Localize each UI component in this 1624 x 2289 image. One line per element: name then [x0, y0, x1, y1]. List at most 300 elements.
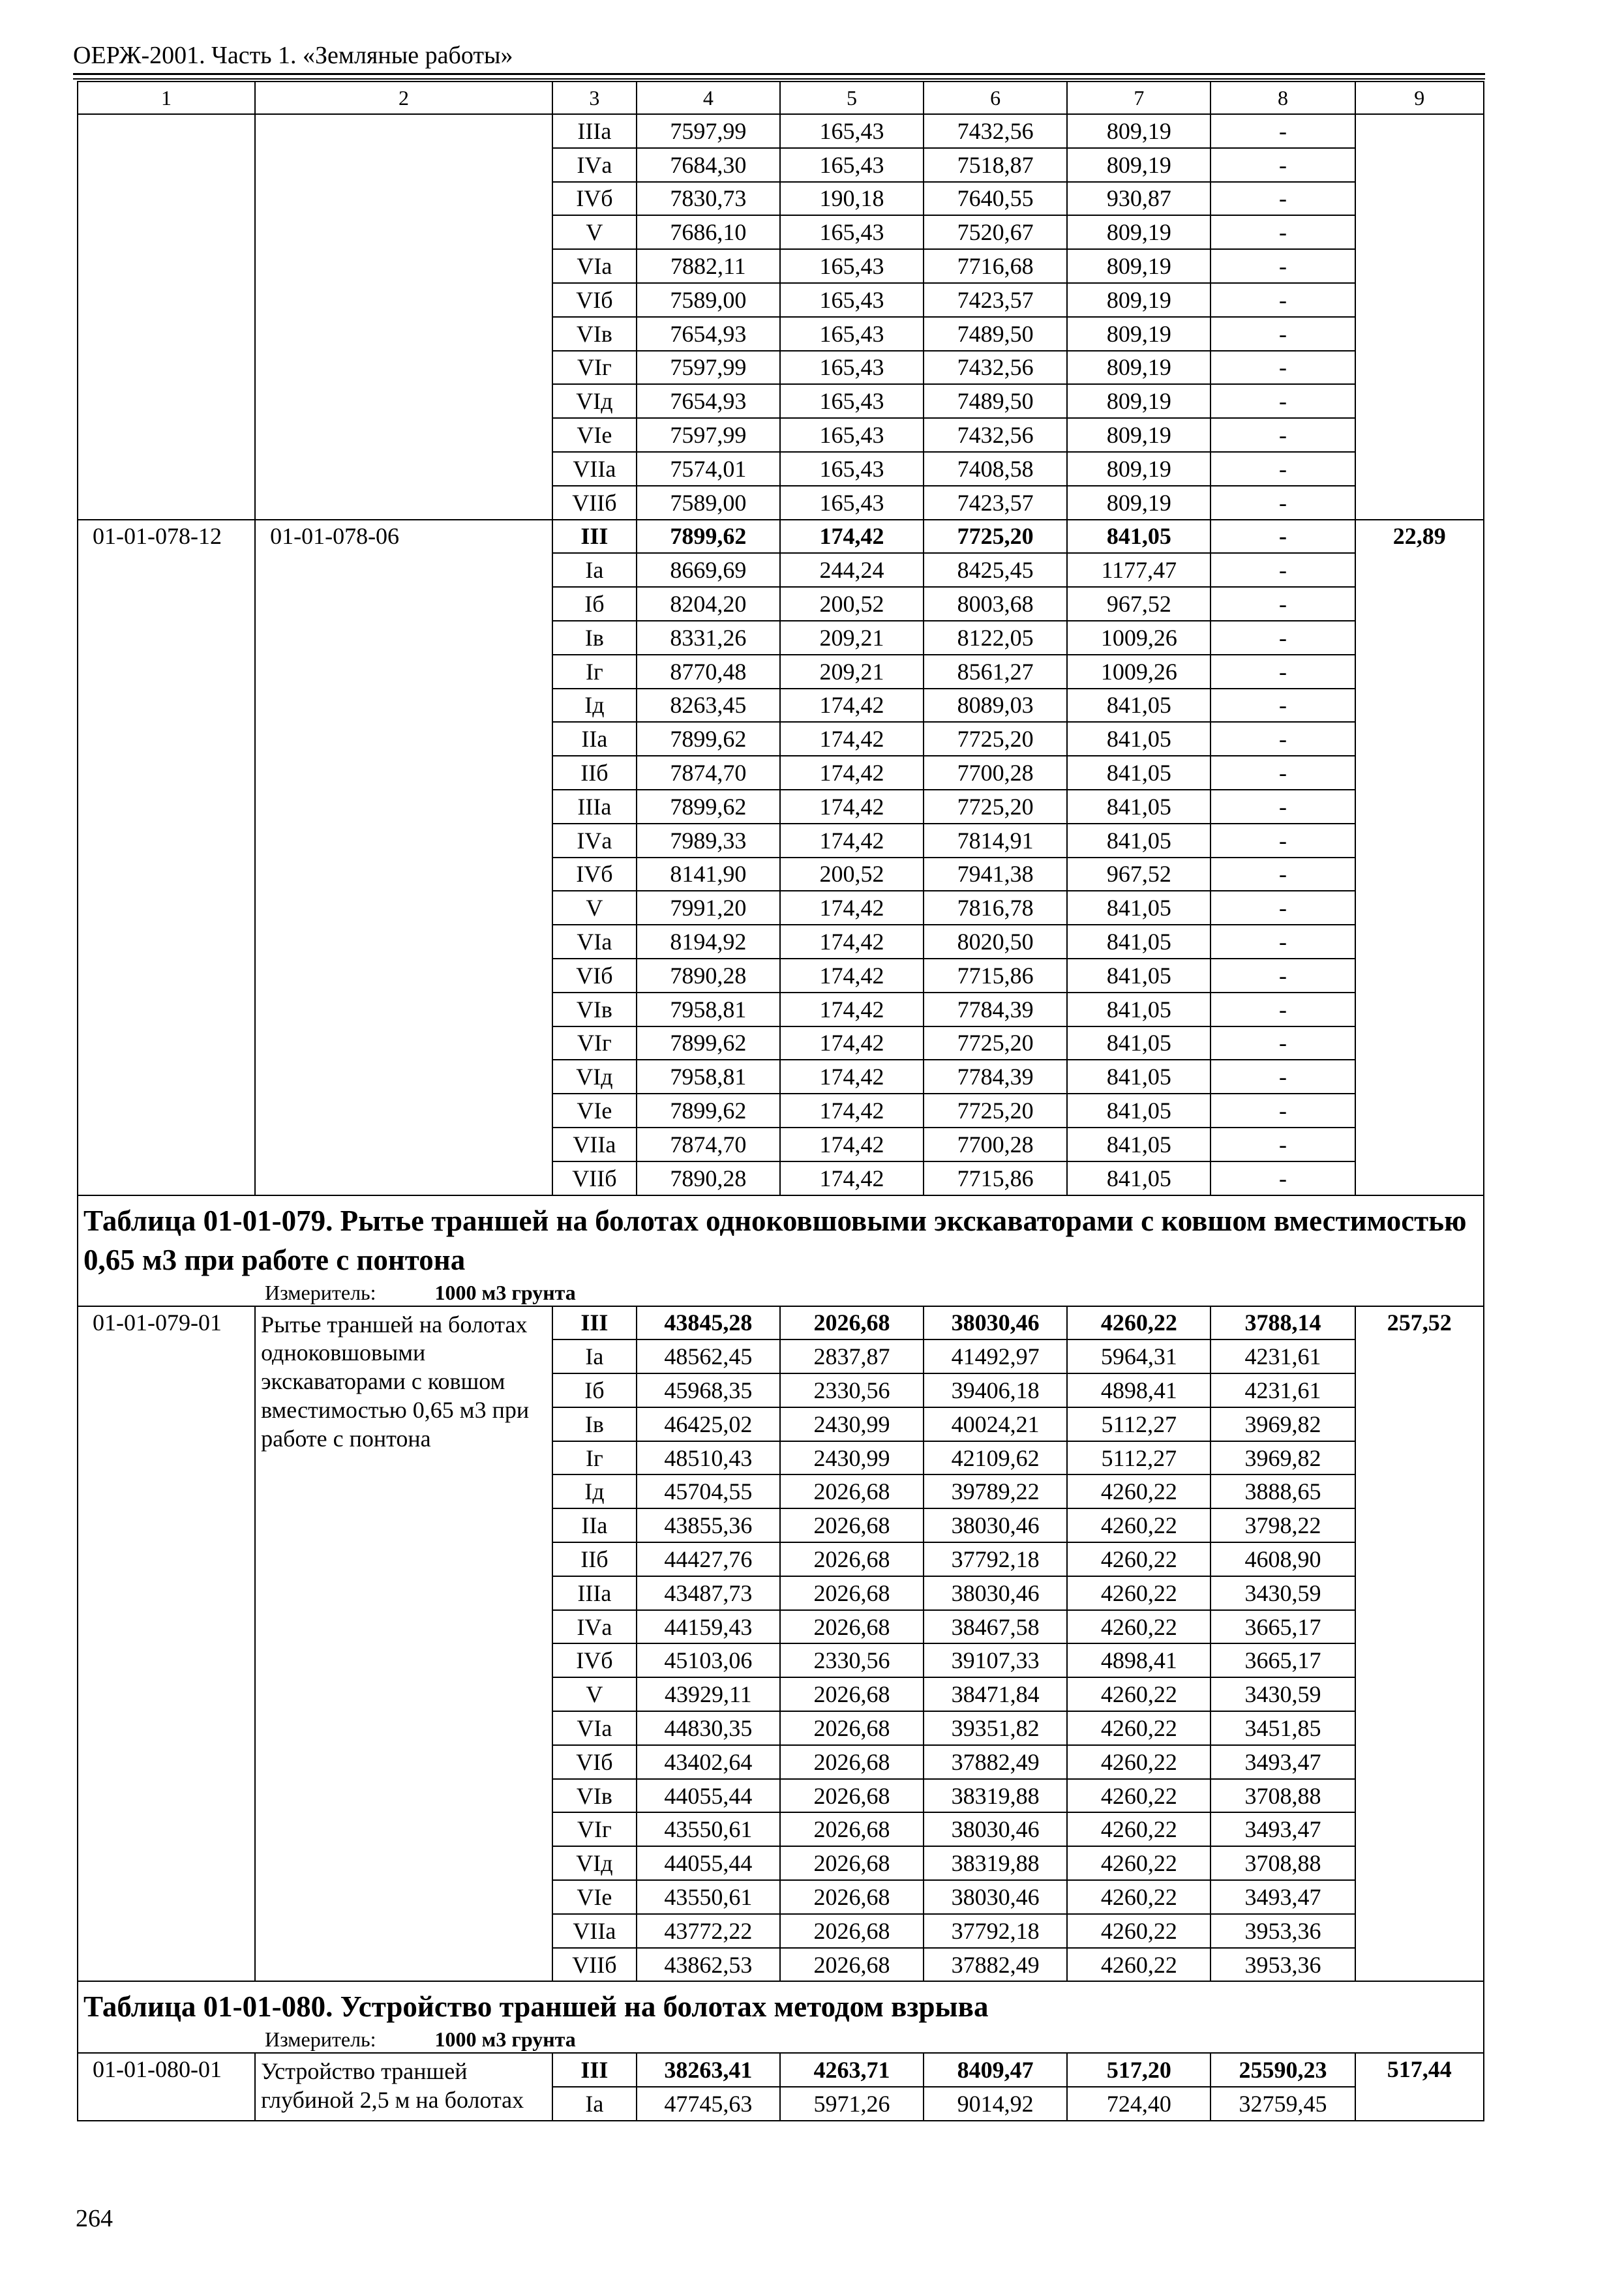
total-cost: 7589,00	[637, 283, 780, 317]
labor-cost: 200,52	[780, 587, 924, 621]
machine-cost: 42109,62	[924, 1441, 1067, 1475]
labor-cost: 174,42	[780, 1161, 924, 1195]
machine-cost: 7941,38	[924, 858, 1067, 891]
total-cost: 43845,28	[637, 1306, 780, 1340]
machine-cost: 7700,28	[924, 1128, 1067, 1161]
machine-cost: 7489,50	[924, 317, 1067, 351]
labor-cost: 165,43	[780, 215, 924, 249]
machine-cost: 7715,86	[924, 959, 1067, 993]
operator-cost: 967,52	[1067, 858, 1210, 891]
materials-cost: 3665,17	[1210, 1610, 1355, 1644]
operator-cost: 809,19	[1067, 249, 1210, 283]
total-cost: 7991,20	[637, 891, 780, 925]
operator-cost: 967,52	[1067, 587, 1210, 621]
machine-cost: 37882,49	[924, 1948, 1067, 1982]
machine-cost: 38030,46	[924, 1508, 1067, 1542]
column-number: 6	[924, 82, 1067, 114]
total-cost: 7686,10	[637, 215, 780, 249]
machine-cost: 41492,97	[924, 1339, 1067, 1373]
materials-cost: 3708,88	[1210, 1779, 1355, 1813]
machine-cost: 7432,56	[924, 418, 1067, 452]
materials-cost: -	[1210, 114, 1355, 148]
total-cost: 7830,73	[637, 182, 780, 216]
labor-cost: 174,42	[780, 520, 924, 554]
page-number: 264	[76, 2205, 113, 2232]
machine-cost: 38467,58	[924, 1610, 1067, 1644]
materials-cost: -	[1210, 925, 1355, 959]
materials-cost: -	[1210, 553, 1355, 587]
labor-cost: 174,42	[780, 824, 924, 858]
materials-cost: -	[1210, 858, 1355, 891]
materials-cost: -	[1210, 621, 1355, 655]
machine-cost: 38030,46	[924, 1880, 1067, 1914]
soil-group: VIб	[552, 959, 637, 993]
machine-cost: 7784,39	[924, 993, 1067, 1026]
rate-description: Рытье траншей на болотах одноковшовыми экскаваторами с ковшом вместимостью 0,65 м3 при работе с понтона	[255, 1306, 552, 1982]
measure-label: Измеритель:	[265, 1280, 376, 1304]
labor-cost: 209,21	[780, 655, 924, 689]
machine-cost: 38319,88	[924, 1846, 1067, 1880]
operator-cost: 1009,26	[1067, 655, 1210, 689]
labor-cost: 2026,68	[780, 1779, 924, 1813]
materials-cost: -	[1210, 689, 1355, 723]
materials-cost: -	[1210, 1026, 1355, 1060]
measure-line	[83, 2026, 1479, 2052]
materials-cost: 3953,36	[1210, 1914, 1355, 1948]
operator-cost: 4260,22	[1067, 1948, 1210, 1982]
labor-cost: 190,18	[780, 182, 924, 216]
total-cost: 48510,43	[637, 1441, 780, 1475]
operator-cost: 4260,22	[1067, 1846, 1210, 1880]
total-cost: 7890,28	[637, 959, 780, 993]
operator-cost: 841,05	[1067, 1094, 1210, 1128]
soil-group: IIIа	[552, 114, 637, 148]
labor-cost: 165,43	[780, 452, 924, 486]
machine-cost: 39789,22	[924, 1474, 1067, 1508]
soil-group: V	[552, 891, 637, 925]
operator-cost: 4260,22	[1067, 1745, 1210, 1779]
materials-cost: 4231,61	[1210, 1339, 1355, 1373]
total-cost: 45704,55	[637, 1474, 780, 1508]
total-cost: 46425,02	[637, 1407, 780, 1441]
machine-cost: 7423,57	[924, 486, 1067, 520]
labor-hours: 257,52	[1355, 1306, 1484, 1982]
soil-group: IIIа	[552, 790, 637, 824]
operator-cost: 809,19	[1067, 317, 1210, 351]
machine-cost: 37882,49	[924, 1745, 1067, 1779]
total-cost: 7684,30	[637, 148, 780, 182]
machine-cost: 39351,82	[924, 1711, 1067, 1745]
materials-cost: -	[1210, 655, 1355, 689]
operator-cost: 1177,47	[1067, 553, 1210, 587]
operator-cost: 4260,22	[1067, 1576, 1210, 1610]
total-cost: 45968,35	[637, 1373, 780, 1407]
labor-cost: 2026,68	[780, 1711, 924, 1745]
operator-cost: 5112,27	[1067, 1407, 1210, 1441]
labor-hours: 517,44	[1355, 2053, 1484, 2121]
soil-group: VIIа	[552, 1914, 637, 1948]
materials-cost: 4608,90	[1210, 1542, 1355, 1576]
soil-group: VIIа	[552, 452, 637, 486]
operator-cost: 841,05	[1067, 689, 1210, 723]
measure-line	[83, 1279, 1479, 1306]
total-cost: 7899,62	[637, 790, 780, 824]
machine-cost: 7408,58	[924, 452, 1067, 486]
total-cost: 7899,62	[637, 1094, 780, 1128]
total-cost: 43772,22	[637, 1914, 780, 1948]
machine-cost: 7725,20	[924, 520, 1067, 554]
total-cost: 7597,99	[637, 114, 780, 148]
total-cost: 45103,06	[637, 1643, 780, 1677]
labor-cost: 165,43	[780, 384, 924, 418]
soil-group: IIа	[552, 722, 637, 756]
labor-cost: 174,42	[780, 1128, 924, 1161]
materials-cost: -	[1210, 587, 1355, 621]
labor-cost: 2330,56	[780, 1643, 924, 1677]
materials-cost: -	[1210, 722, 1355, 756]
materials-cost: -	[1210, 148, 1355, 182]
materials-cost: 3430,59	[1210, 1576, 1355, 1610]
soil-group: VIIб	[552, 1948, 637, 1982]
soil-group: Iб	[552, 1373, 637, 1407]
rate-description: Устройство траншей глубиной 2,5 м на болотах	[255, 2053, 552, 2121]
table-title-row	[78, 1195, 1484, 1306]
materials-cost: 32759,45	[1210, 2087, 1355, 2121]
rate-description	[255, 114, 552, 520]
total-cost: 8669,69	[637, 553, 780, 587]
labor-cost: 174,42	[780, 756, 924, 790]
labor-cost: 165,43	[780, 486, 924, 520]
labor-cost: 165,43	[780, 317, 924, 351]
soil-group: III	[552, 2053, 637, 2087]
total-cost: 8194,92	[637, 925, 780, 959]
total-cost: 8204,20	[637, 587, 780, 621]
rate-code: 01-01-080-01	[78, 2053, 255, 2121]
operator-cost: 4898,41	[1067, 1643, 1210, 1677]
soil-group: IIб	[552, 1542, 637, 1576]
soil-group: VIе	[552, 1880, 637, 1914]
soil-group: IVа	[552, 148, 637, 182]
soil-group: Iа	[552, 1339, 637, 1373]
labor-hours: 22,89	[1355, 520, 1484, 1195]
labor-cost: 174,42	[780, 1094, 924, 1128]
column-number: 1	[78, 82, 255, 114]
soil-group: VIг	[552, 1812, 637, 1846]
soil-group: V	[552, 1677, 637, 1711]
total-cost: 43855,36	[637, 1508, 780, 1542]
soil-group: VIIб	[552, 486, 637, 520]
labor-cost: 200,52	[780, 858, 924, 891]
soil-group: VIд	[552, 1846, 637, 1880]
soil-group: VIд	[552, 1060, 637, 1094]
table-row	[78, 2053, 1484, 2087]
soil-group: V	[552, 215, 637, 249]
operator-cost: 841,05	[1067, 891, 1210, 925]
operator-cost: 841,05	[1067, 959, 1210, 993]
labor-cost: 2026,68	[780, 1914, 924, 1948]
soil-group: VIв	[552, 993, 637, 1026]
total-cost: 7989,33	[637, 824, 780, 858]
machine-cost: 7640,55	[924, 182, 1067, 216]
soil-group: IVа	[552, 1610, 637, 1644]
table-title: Таблица 01-01-079. Рытье траншей на болотах одноковшовыми экскаваторами с ковшом вместимостью 0,65 м3 при работе с понтона	[83, 1204, 1467, 1276]
materials-cost: 3430,59	[1210, 1677, 1355, 1711]
labor-cost: 174,42	[780, 993, 924, 1026]
operator-cost: 841,05	[1067, 993, 1210, 1026]
machine-cost: 40024,21	[924, 1407, 1067, 1441]
soil-group: Iд	[552, 1474, 637, 1508]
materials-cost: -	[1210, 1060, 1355, 1094]
materials-cost: -	[1210, 756, 1355, 790]
operator-cost: 724,40	[1067, 2087, 1210, 2121]
operator-cost: 5964,31	[1067, 1339, 1210, 1373]
total-cost: 43550,61	[637, 1880, 780, 1914]
machine-cost: 7784,39	[924, 1060, 1067, 1094]
column-number: 8	[1210, 82, 1355, 114]
total-cost: 7874,70	[637, 1128, 780, 1161]
machine-cost: 7700,28	[924, 756, 1067, 790]
soil-group: Iа	[552, 553, 637, 587]
labor-cost: 2026,68	[780, 1745, 924, 1779]
operator-cost: 4260,22	[1067, 1610, 1210, 1644]
total-cost: 7899,62	[637, 722, 780, 756]
operator-cost: 841,05	[1067, 756, 1210, 790]
soil-group: Iг	[552, 1441, 637, 1475]
labor-cost: 2026,68	[780, 1508, 924, 1542]
labor-hours	[1355, 114, 1484, 520]
operator-cost: 4260,22	[1067, 1779, 1210, 1813]
total-cost: 47745,63	[637, 2087, 780, 2121]
machine-cost: 7518,87	[924, 148, 1067, 182]
machine-cost: 7715,86	[924, 1161, 1067, 1195]
labor-cost: 2430,99	[780, 1407, 924, 1441]
soil-group: VIв	[552, 317, 637, 351]
materials-cost: 3953,36	[1210, 1948, 1355, 1982]
labor-cost: 174,42	[780, 1060, 924, 1094]
soil-group: IIIа	[552, 1576, 637, 1610]
column-number-row	[78, 82, 1484, 114]
machine-cost: 7816,78	[924, 891, 1067, 925]
operator-cost: 809,19	[1067, 452, 1210, 486]
operator-cost: 809,19	[1067, 351, 1210, 385]
total-cost: 7574,01	[637, 452, 780, 486]
table-title: Таблица 01-01-080. Устройство траншей на болотах методом взрыва	[83, 1990, 989, 2024]
materials-cost: -	[1210, 824, 1355, 858]
soil-group: IIб	[552, 756, 637, 790]
soil-group: III	[552, 1306, 637, 1340]
total-cost: 44055,44	[637, 1779, 780, 1813]
labor-cost: 2026,68	[780, 1306, 924, 1340]
materials-cost: 3969,82	[1210, 1441, 1355, 1475]
measure-unit: 1000 м3 грунта	[434, 2027, 576, 2052]
total-cost: 44159,43	[637, 1610, 780, 1644]
machine-cost: 9014,92	[924, 2087, 1067, 2121]
labor-cost: 174,42	[780, 959, 924, 993]
machine-cost: 7716,68	[924, 249, 1067, 283]
soil-group: VIв	[552, 1779, 637, 1813]
table-title-cell	[78, 1981, 1484, 2053]
operator-cost: 4260,22	[1067, 1508, 1210, 1542]
total-cost: 7882,11	[637, 249, 780, 283]
soil-group: VIд	[552, 384, 637, 418]
operator-cost: 809,19	[1067, 114, 1210, 148]
materials-cost: -	[1210, 215, 1355, 249]
operator-cost: 930,87	[1067, 182, 1210, 216]
labor-cost: 165,43	[780, 148, 924, 182]
soil-group: VIб	[552, 283, 637, 317]
materials-cost: 3788,14	[1210, 1306, 1355, 1340]
soil-group: VIе	[552, 418, 637, 452]
machine-cost: 7423,57	[924, 283, 1067, 317]
measure-label: Измеритель:	[265, 2027, 376, 2052]
table-title-cell	[78, 1195, 1484, 1306]
total-cost: 43402,64	[637, 1745, 780, 1779]
total-cost: 7958,81	[637, 1060, 780, 1094]
soil-group: Iб	[552, 587, 637, 621]
machine-cost: 38319,88	[924, 1779, 1067, 1813]
labor-cost: 5971,26	[780, 2087, 924, 2121]
labor-cost: 2026,68	[780, 1812, 924, 1846]
operator-cost: 4260,22	[1067, 1914, 1210, 1948]
materials-cost: -	[1210, 384, 1355, 418]
materials-cost: 3798,22	[1210, 1508, 1355, 1542]
machine-cost: 8020,50	[924, 925, 1067, 959]
soil-group: Iв	[552, 621, 637, 655]
materials-cost: 3969,82	[1210, 1407, 1355, 1441]
labor-cost: 165,43	[780, 114, 924, 148]
column-number: 5	[780, 82, 924, 114]
total-cost: 7890,28	[637, 1161, 780, 1195]
labor-cost: 165,43	[780, 351, 924, 385]
labor-cost: 2026,68	[780, 1948, 924, 1982]
soil-group: VIб	[552, 1745, 637, 1779]
labor-cost: 2026,68	[780, 1542, 924, 1576]
machine-cost: 8425,45	[924, 553, 1067, 587]
labor-cost: 165,43	[780, 249, 924, 283]
table-row	[78, 114, 1484, 148]
machine-cost: 8089,03	[924, 689, 1067, 723]
operator-cost: 841,05	[1067, 824, 1210, 858]
materials-cost: 3493,47	[1210, 1880, 1355, 1914]
machine-cost: 7725,20	[924, 1026, 1067, 1060]
machine-cost: 7489,50	[924, 384, 1067, 418]
operator-cost: 4260,22	[1067, 1812, 1210, 1846]
materials-cost: -	[1210, 959, 1355, 993]
soil-group: III	[552, 520, 637, 554]
materials-cost: 3451,85	[1210, 1711, 1355, 1745]
materials-cost: -	[1210, 1161, 1355, 1195]
operator-cost: 4260,22	[1067, 1677, 1210, 1711]
machine-cost: 37792,18	[924, 1542, 1067, 1576]
operator-cost: 4260,22	[1067, 1474, 1210, 1508]
soil-group: VIг	[552, 1026, 637, 1060]
total-cost: 48562,45	[637, 1339, 780, 1373]
total-cost: 7654,93	[637, 384, 780, 418]
materials-cost: -	[1210, 317, 1355, 351]
operator-cost: 1009,26	[1067, 621, 1210, 655]
table-title-row	[78, 1981, 1484, 2053]
total-cost: 43862,53	[637, 1948, 780, 1982]
operator-cost: 841,05	[1067, 1060, 1210, 1094]
labor-cost: 2026,68	[780, 1880, 924, 1914]
materials-cost: -	[1210, 1128, 1355, 1161]
soil-group: VIа	[552, 925, 637, 959]
operator-cost: 809,19	[1067, 418, 1210, 452]
machine-cost: 8003,68	[924, 587, 1067, 621]
total-cost: 43929,11	[637, 1677, 780, 1711]
labor-cost: 2026,68	[780, 1610, 924, 1644]
operator-cost: 841,05	[1067, 1026, 1210, 1060]
labor-cost: 2837,87	[780, 1339, 924, 1373]
page-header: ОЕРЖ-2001. Часть 1. «Земляные работы»	[73, 42, 513, 69]
materials-cost: 3493,47	[1210, 1745, 1355, 1779]
operator-cost: 841,05	[1067, 1128, 1210, 1161]
machine-cost: 39107,33	[924, 1643, 1067, 1677]
total-cost: 43487,73	[637, 1576, 780, 1610]
header-rule	[73, 73, 1485, 75]
operator-cost: 809,19	[1067, 283, 1210, 317]
measure-unit: 1000 м3 грунта	[434, 1280, 576, 1304]
total-cost: 8331,26	[637, 621, 780, 655]
total-cost: 7958,81	[637, 993, 780, 1026]
operator-cost: 841,05	[1067, 790, 1210, 824]
machine-cost: 7432,56	[924, 351, 1067, 385]
table-row	[78, 1306, 1484, 1340]
materials-cost: 3888,65	[1210, 1474, 1355, 1508]
materials-cost: -	[1210, 418, 1355, 452]
materials-cost: -	[1210, 283, 1355, 317]
labor-cost: 4263,71	[780, 2053, 924, 2087]
total-cost: 44830,35	[637, 1711, 780, 1745]
total-cost: 7597,99	[637, 418, 780, 452]
soil-group: VIе	[552, 1094, 637, 1128]
total-cost: 44055,44	[637, 1846, 780, 1880]
operator-cost: 841,05	[1067, 925, 1210, 959]
labor-cost: 2330,56	[780, 1373, 924, 1407]
machine-cost: 7725,20	[924, 1094, 1067, 1128]
soil-group: IVб	[552, 1643, 637, 1677]
machine-cost: 8409,47	[924, 2053, 1067, 2087]
total-cost: 44427,76	[637, 1542, 780, 1576]
materials-cost: 3665,17	[1210, 1643, 1355, 1677]
machine-cost: 7725,20	[924, 722, 1067, 756]
machine-cost: 37792,18	[924, 1914, 1067, 1948]
operator-cost: 4260,22	[1067, 1711, 1210, 1745]
operator-cost: 4260,22	[1067, 1306, 1210, 1340]
labor-cost: 174,42	[780, 891, 924, 925]
labor-cost: 174,42	[780, 689, 924, 723]
soil-group: IVб	[552, 858, 637, 891]
materials-cost: -	[1210, 891, 1355, 925]
machine-cost: 8122,05	[924, 621, 1067, 655]
soil-group: VIа	[552, 1711, 637, 1745]
machine-cost: 7814,91	[924, 824, 1067, 858]
labor-cost: 244,24	[780, 553, 924, 587]
materials-cost: 3708,88	[1210, 1846, 1355, 1880]
soil-group: VIIб	[552, 1161, 637, 1195]
machine-cost: 38030,46	[924, 1576, 1067, 1610]
labor-cost: 165,43	[780, 283, 924, 317]
soil-group: VIа	[552, 249, 637, 283]
materials-cost: 3493,47	[1210, 1812, 1355, 1846]
total-cost: 7874,70	[637, 756, 780, 790]
operator-cost: 841,05	[1067, 722, 1210, 756]
labor-cost: 2026,68	[780, 1846, 924, 1880]
price-table	[77, 81, 1484, 2121]
materials-cost: -	[1210, 351, 1355, 385]
rate-code: 01-01-078-12	[78, 520, 255, 1195]
labor-cost: 2026,68	[780, 1474, 924, 1508]
